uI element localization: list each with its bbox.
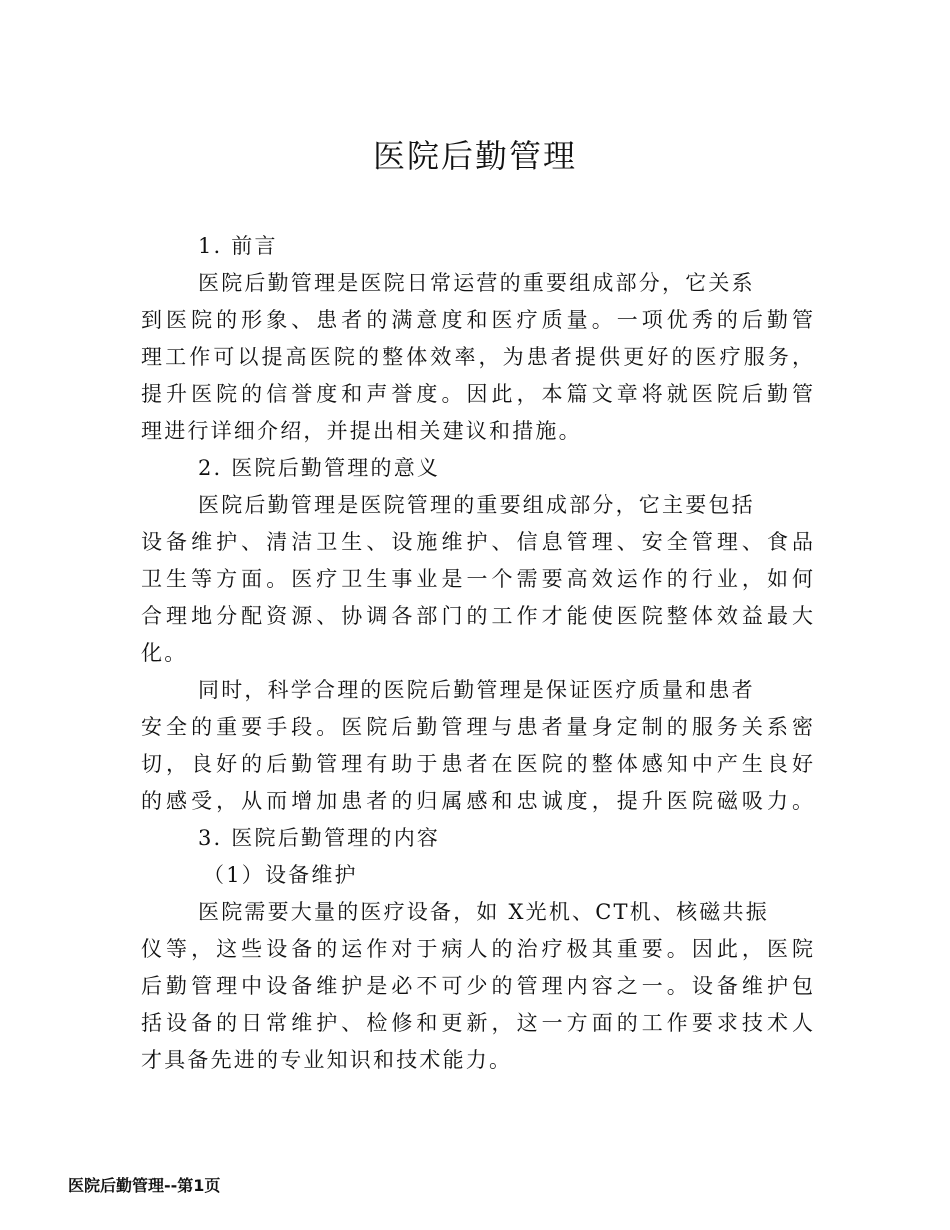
text-line: 卫生等方面。医疗卫生事业是一个需要高效运作的行业，如何 [141, 567, 813, 591]
section-heading: 2. 医院后勤管理的意义 [198, 456, 441, 480]
text-line: 化。 [141, 641, 188, 665]
text-line: 安全的重要手段。医院后勤管理与患者量身定制的服务关系密 [141, 715, 813, 739]
text-line: 合理地分配资源、协调各部门的工作才能使医院整体效益最大 [141, 604, 813, 628]
text-line: 设备维护、清洁卫生、设施维护、信息管理、安全管理、食品 [141, 530, 813, 554]
text-line: 的感受，从而增加患者的归属感和忠诚度，提升医院磁吸力。 [141, 789, 813, 813]
text-line: 仪等，这些设备的运作对于病人的治疗极其重要。因此，医院 [141, 937, 813, 961]
text-line: 后勤管理中设备维护是必不可少的管理内容之一。设备维护包 [141, 974, 813, 998]
text-line: 切，良好的后勤管理有助于患者在医院的整体感知中产生良好 [141, 752, 813, 776]
subsection-heading: （1）设备维护 [203, 863, 358, 887]
text-line: 医院后勤管理是医院日常运营的重要组成部分，它关系 [198, 271, 755, 295]
text-line: 理工作可以提高医院的整体效率，为患者提供更好的医疗服务， [141, 345, 813, 369]
text-line: 医院后勤管理是医院管理的重要组成部分，它主要包括 [198, 493, 755, 517]
document-title: 医院后勤管理 [372, 137, 577, 175]
text-line: 医院需要大量的医疗设备，如 X光机、CT机、核磁共振 [198, 900, 769, 924]
page-footer: 医院后勤管理--第1页 [68, 1176, 221, 1195]
text-line: 到医院的形象、患者的满意度和医疗质量。一项优秀的后勤管 [141, 308, 813, 332]
text-line: 提升医院的信誉度和声誉度。因此，本篇文章将就医院后勤管 [141, 382, 813, 406]
text-line: 同时，科学合理的医院后勤管理是保证医疗质量和患者 [198, 678, 755, 702]
text-line: 括设备的日常维护、检修和更新，这一方面的工作要求技术人 [141, 1011, 813, 1035]
document-body [141, 228, 813, 1079]
text-line: 理进行详细介绍，并提出相关建议和措施。 [141, 419, 582, 443]
section-heading: 3. 医院后勤管理的内容 [198, 826, 441, 850]
text-line: 才具备先进的专业知识和技术能力。 [141, 1048, 513, 1072]
text-line: 1. 前言 [198, 234, 278, 258]
